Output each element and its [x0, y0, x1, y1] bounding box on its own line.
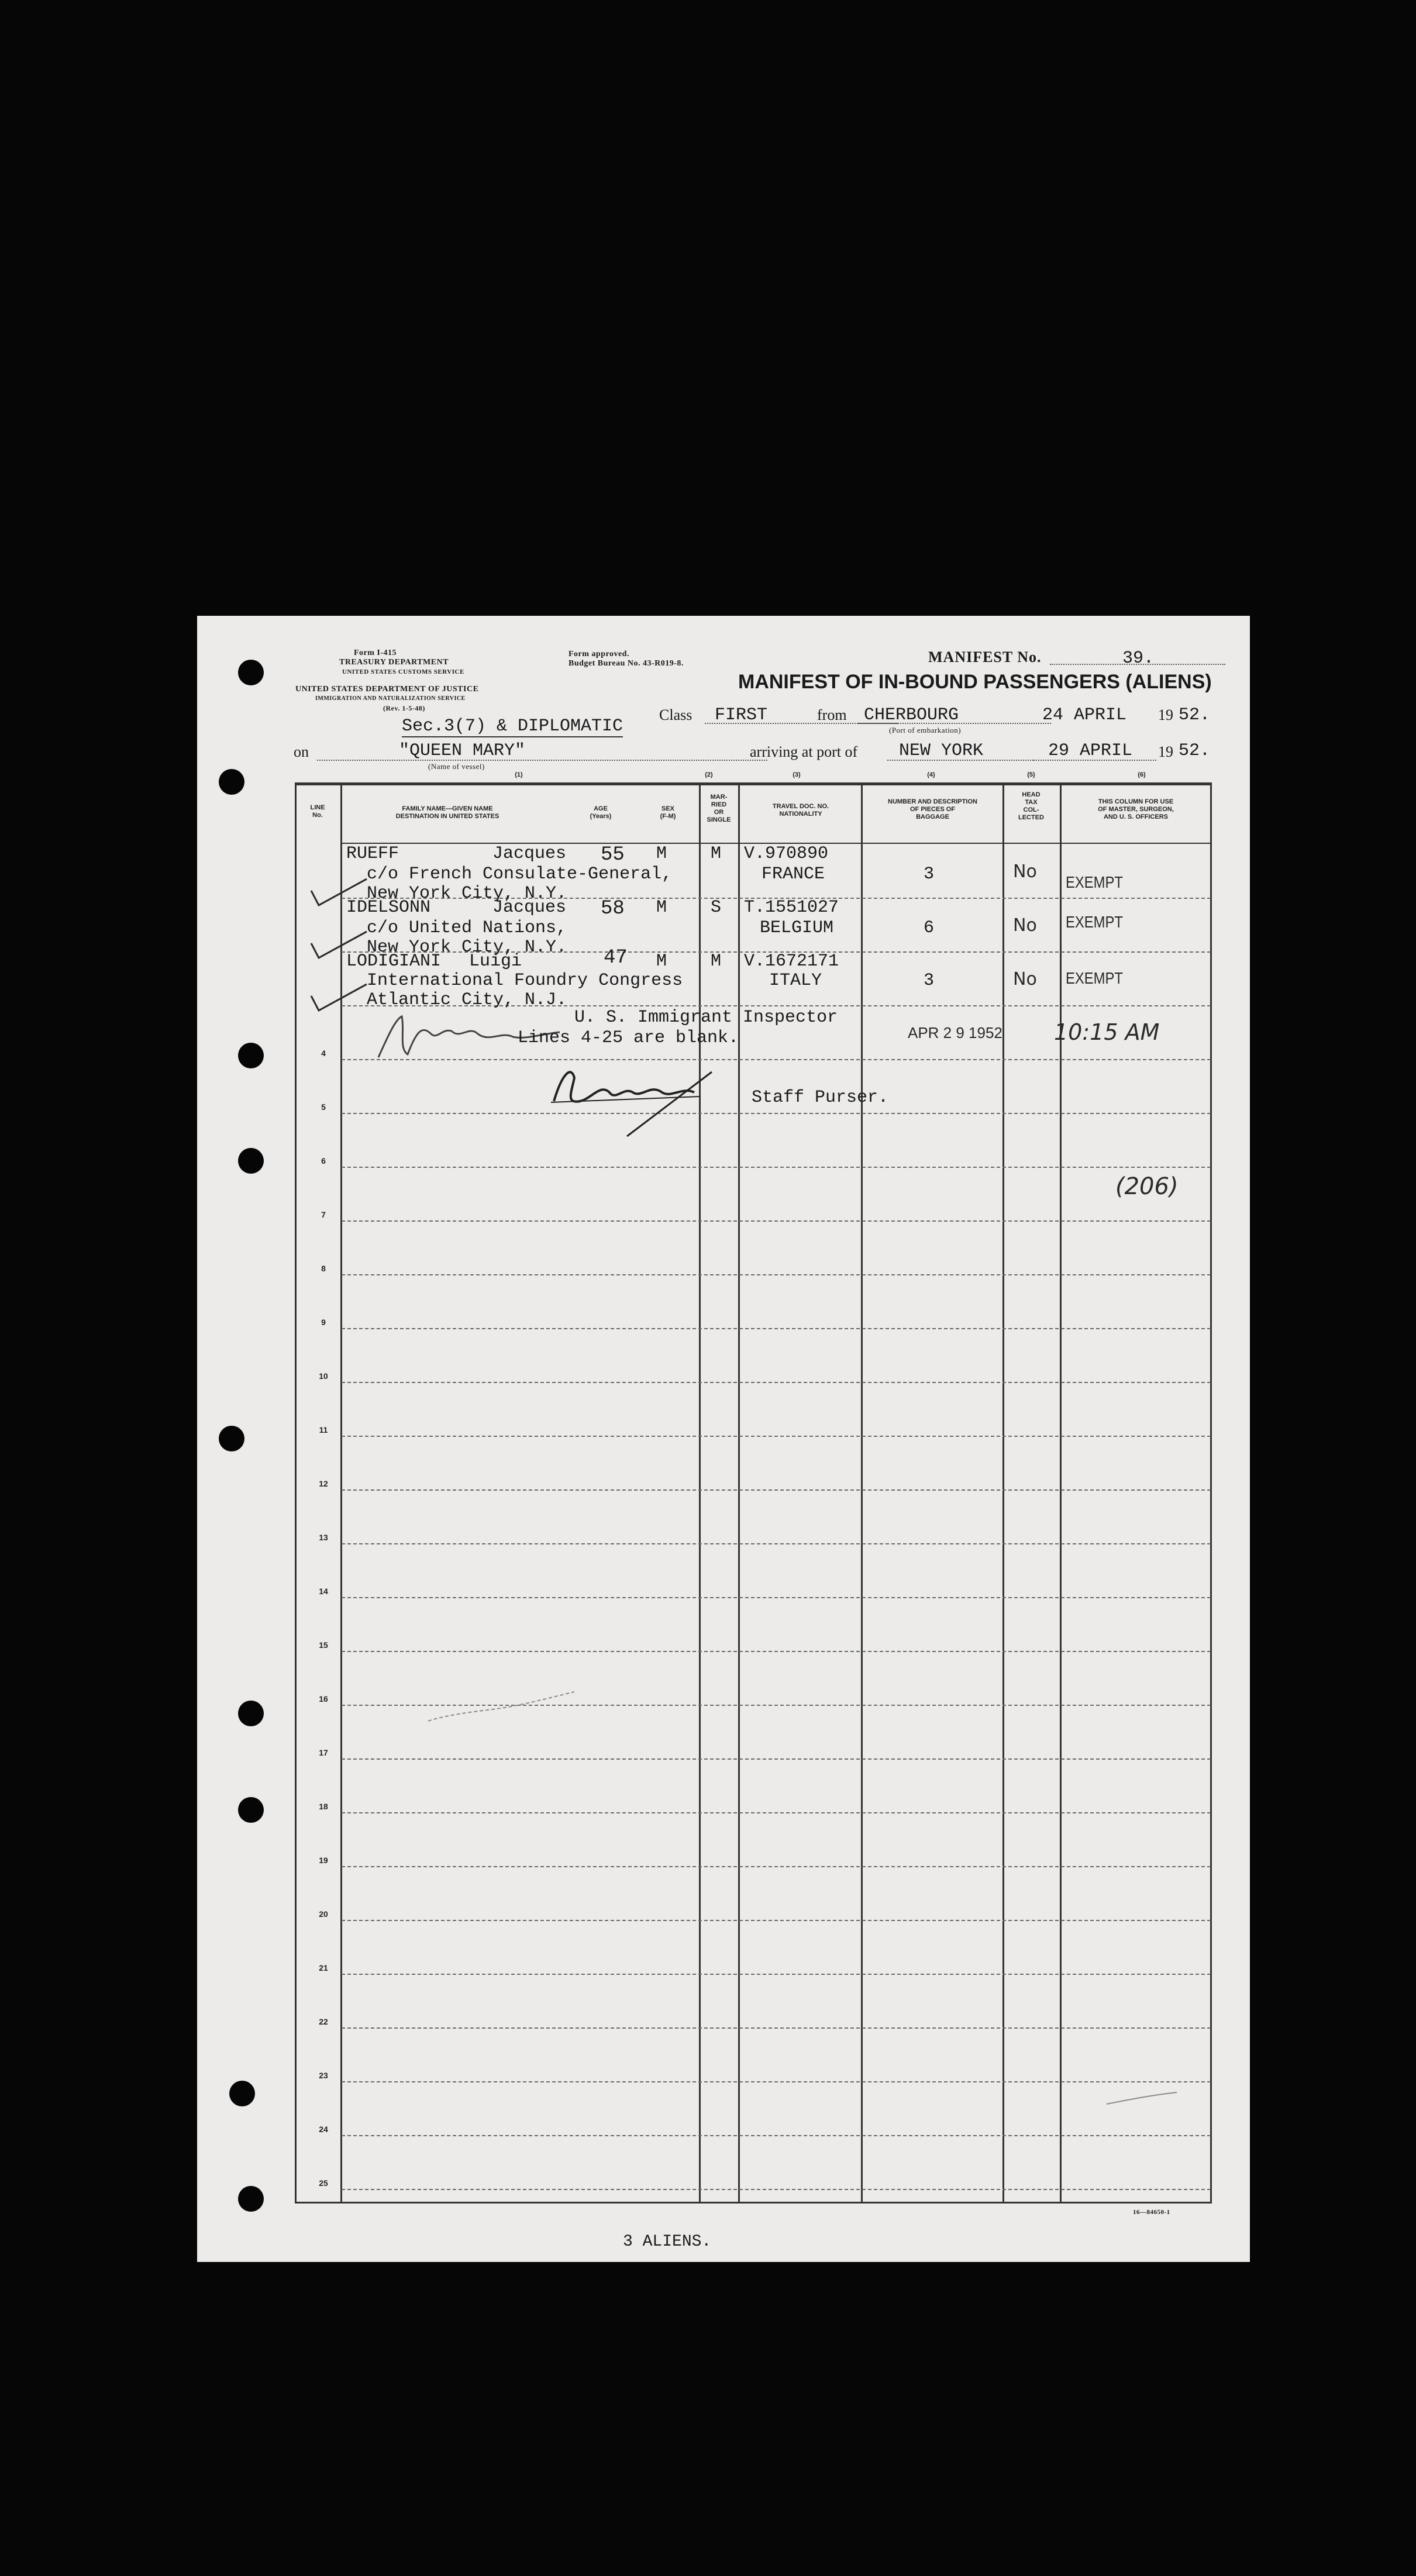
passenger-nationality: ITALY [769, 971, 822, 991]
circled-number: (206) [1115, 1173, 1179, 1200]
row-line [342, 2027, 1211, 2029]
inspection-time: 10:15 AM [1054, 1019, 1160, 1045]
passenger-sex: M [656, 951, 667, 971]
row-line [342, 1651, 1211, 1652]
passenger-head-tax: No [1013, 969, 1037, 989]
line-number: 17 [319, 1748, 328, 1757]
port-embarkation-note: (Port of embarkation) [889, 726, 962, 734]
inspection-date-stamp: APR 2 9 1952 [908, 1024, 1002, 1042]
row-line [342, 1758, 1211, 1760]
line-number: 16 [319, 1694, 328, 1703]
row-line [342, 1812, 1211, 1813]
col-number-4: (4) [927, 771, 935, 778]
line-number: 6 [321, 1156, 326, 1165]
departure-year: 52. [1179, 705, 1211, 725]
line-number: 12 [319, 1479, 328, 1488]
row-line [342, 1489, 1211, 1491]
passenger-travel-doc: V.1672171 [744, 951, 839, 971]
punch-hole [238, 1797, 264, 1823]
manifest-number: 39. [1122, 649, 1155, 668]
passenger-officer-stamp: EXEMPT [1066, 873, 1123, 891]
staff-purser-label: Staff Purser. [752, 1088, 889, 1108]
arrival-year-prefix: 19 [1158, 743, 1173, 760]
on-label: on [294, 743, 309, 760]
line-number: 13 [319, 1533, 328, 1542]
departure-date: 24 APRIL [1042, 705, 1127, 725]
customs-service: UNITED STATES CUSTOMS SERVICE [342, 668, 464, 675]
passenger-destination-line1: c/o United Nations, [367, 918, 567, 938]
row-line [342, 1113, 1211, 1114]
row-line [342, 1974, 1211, 1975]
check-marks [308, 873, 373, 1025]
justice-department: UNITED STATES DEPARTMENT OF JUSTICE [295, 685, 479, 694]
header-married: MAR- RIED OR SINGLE [707, 794, 731, 823]
punch-hole [229, 2081, 255, 2106]
line-number: 22 [319, 2017, 328, 2026]
header-travel-doc: TRAVEL DOC. NO. NATIONALITY [772, 803, 829, 818]
header-head-tax: HEAD TAX COL- LECTED [1018, 791, 1044, 821]
line-number: 21 [319, 1963, 328, 1972]
vessel-name: "QUEEN MARY" [399, 741, 526, 761]
punch-hole [219, 1426, 244, 1451]
ins-service: IMMIGRATION AND NATURALIZATION SERVICE [315, 695, 466, 702]
departure-year-prefix: 19 [1158, 706, 1173, 723]
punch-hole [238, 1043, 264, 1068]
budget-bureau: Budget Bureau No. 43-R019-8. [569, 659, 684, 668]
class-label: Class [659, 706, 693, 723]
line-number: 15 [319, 1640, 328, 1650]
passenger-given-name: Jacques [492, 898, 567, 918]
passenger-travel-doc: T.1551027 [744, 898, 839, 918]
inspector-title: U. S. Immigrant Inspector [574, 1008, 838, 1027]
passenger-family-name: LODIGIANI [346, 951, 442, 971]
passenger-nationality: BELGIUM [760, 918, 834, 938]
manifest-number-label: MANIFEST No. [928, 649, 1042, 665]
passenger-given-name: Luigi [469, 951, 522, 971]
vessel-line [317, 760, 767, 761]
pencil-marks [1104, 2089, 1180, 2107]
row-line [342, 1436, 1211, 1437]
passenger-sex: M [656, 844, 667, 864]
header-age: AGE (Years) [590, 805, 612, 820]
passenger-officer-stamp: EXEMPT [1066, 969, 1123, 987]
passenger-sex: M [656, 898, 667, 918]
col-number-3: (3) [793, 771, 801, 778]
arrival-date: 29 APRIL [1048, 741, 1133, 761]
passenger-marital-status: M [711, 844, 722, 864]
line-number: 9 [321, 1318, 326, 1327]
punch-hole [238, 1701, 264, 1726]
passenger-destination-line2: New York City, N.Y. [367, 937, 567, 957]
passenger-marital-status: M [711, 951, 722, 971]
header-officers: THIS COLUMN FOR USE OF MASTER, SURGEON, AND U. S. OFFICERS [1098, 798, 1174, 820]
header-name: FAMILY NAME—GIVEN NAME DESTINATION IN UNITED STATES [395, 805, 499, 820]
header-line-no: LINE No. [310, 804, 325, 819]
passenger-age: 47 [604, 947, 628, 969]
purser-signature [548, 1060, 729, 1142]
class-value: FIRST [715, 705, 768, 725]
manifest-sheet [197, 616, 1250, 2262]
row-line [342, 1220, 1211, 1222]
punch-hole [238, 660, 264, 685]
from-label: from [817, 706, 847, 723]
punch-hole [219, 769, 244, 795]
row-line [342, 1167, 1211, 1168]
row-line [342, 1920, 1211, 1921]
line-number: 4 [321, 1049, 326, 1058]
line-number: 7 [321, 1210, 326, 1219]
passenger-age: 58 [601, 898, 625, 920]
manifest-title: MANIFEST OF IN-BOUND PASSENGERS (ALIENS) [738, 671, 1212, 693]
passenger-destination-line2: Atlantic City, N.J. [367, 990, 567, 1010]
column-rule [699, 782, 701, 2203]
passenger-marital-status: S [711, 898, 722, 918]
column-rule [738, 782, 740, 2203]
row-line [342, 1543, 1211, 1544]
row-line [342, 1597, 1211, 1598]
passenger-travel-doc: V.970890 [744, 844, 829, 864]
header-sex: SEX (F-M) [660, 805, 676, 820]
line-number: 10 [319, 1371, 328, 1381]
passenger-baggage: 6 [924, 918, 935, 938]
passenger-nationality: FRANCE [762, 864, 825, 884]
treasury-department: TREASURY DEPARTMENT [339, 658, 449, 667]
form-revision: (Rev. 1-5-48) [383, 704, 425, 712]
arrival-port: NEW YORK [899, 741, 984, 761]
row-line [342, 1328, 1211, 1329]
pencil-marks [422, 1680, 598, 1733]
line-number: 23 [319, 2071, 328, 2080]
passenger-age: 55 [601, 844, 625, 866]
passenger-head-tax: No [1013, 861, 1037, 882]
line-number: 8 [321, 1264, 326, 1273]
punch-hole [238, 1148, 264, 1174]
row-line [342, 1274, 1211, 1275]
passenger-baggage: 3 [924, 971, 935, 991]
passenger-destination-line2: New York City, N.Y. [367, 884, 567, 904]
header-baggage: NUMBER AND DESCRIPTION OF PIECES OF BAGGAGE [888, 798, 977, 820]
column-rule [1060, 782, 1062, 2203]
row-line [342, 2189, 1211, 2190]
line-number: 20 [319, 1909, 328, 1919]
footer-total: 3 ALIENS. [623, 2233, 712, 2251]
passenger-destination-line1: International Foundry Congress [367, 971, 683, 991]
column-rule [861, 782, 863, 2203]
passenger-head-tax: No [1013, 915, 1037, 936]
line-number: 11 [319, 1425, 328, 1434]
line-number: 19 [319, 1856, 328, 1865]
col-number-1: (1) [515, 771, 523, 778]
arriving-label: arriving at port of [750, 743, 858, 760]
line-number: 5 [321, 1102, 326, 1112]
line-number: 25 [319, 2178, 328, 2188]
from-value: CHERBOURG [864, 705, 959, 725]
col-number-5: (5) [1027, 771, 1035, 778]
blank-lines-note: Lines 4-25 are blank. [518, 1028, 739, 1048]
print-code: 16—84650-1 [1133, 2209, 1170, 2216]
passenger-given-name: Jacques [492, 844, 567, 864]
col-number-2: (2) [705, 771, 713, 778]
passenger-destination-line1: c/o French Consulate-General, [367, 864, 673, 884]
punch-hole [238, 2186, 264, 2212]
vessel-note: (Name of vessel) [428, 762, 485, 771]
passenger-family-name: RUEFF [346, 844, 399, 864]
column-rule [1002, 782, 1004, 2203]
line-number: 18 [319, 1802, 328, 1811]
passenger-baggage: 3 [924, 864, 935, 884]
row-line [342, 1382, 1211, 1383]
form-number: Form I-415 [354, 649, 397, 657]
col-number-6: (6) [1138, 771, 1146, 778]
line-number: 14 [319, 1587, 328, 1596]
passenger-family-name: IDELSONN [346, 898, 431, 918]
passenger-officer-stamp: EXEMPT [1066, 913, 1123, 931]
form-approved: Form approved. [569, 650, 629, 658]
line-number: 24 [319, 2125, 328, 2134]
row-line [342, 2081, 1211, 2082]
arrival-year: 52. [1179, 741, 1211, 761]
section-typed: Sec.3(7) & DIPLOMATIC [402, 716, 623, 736]
row-line [342, 2135, 1211, 2136]
row-line [342, 1866, 1211, 1867]
